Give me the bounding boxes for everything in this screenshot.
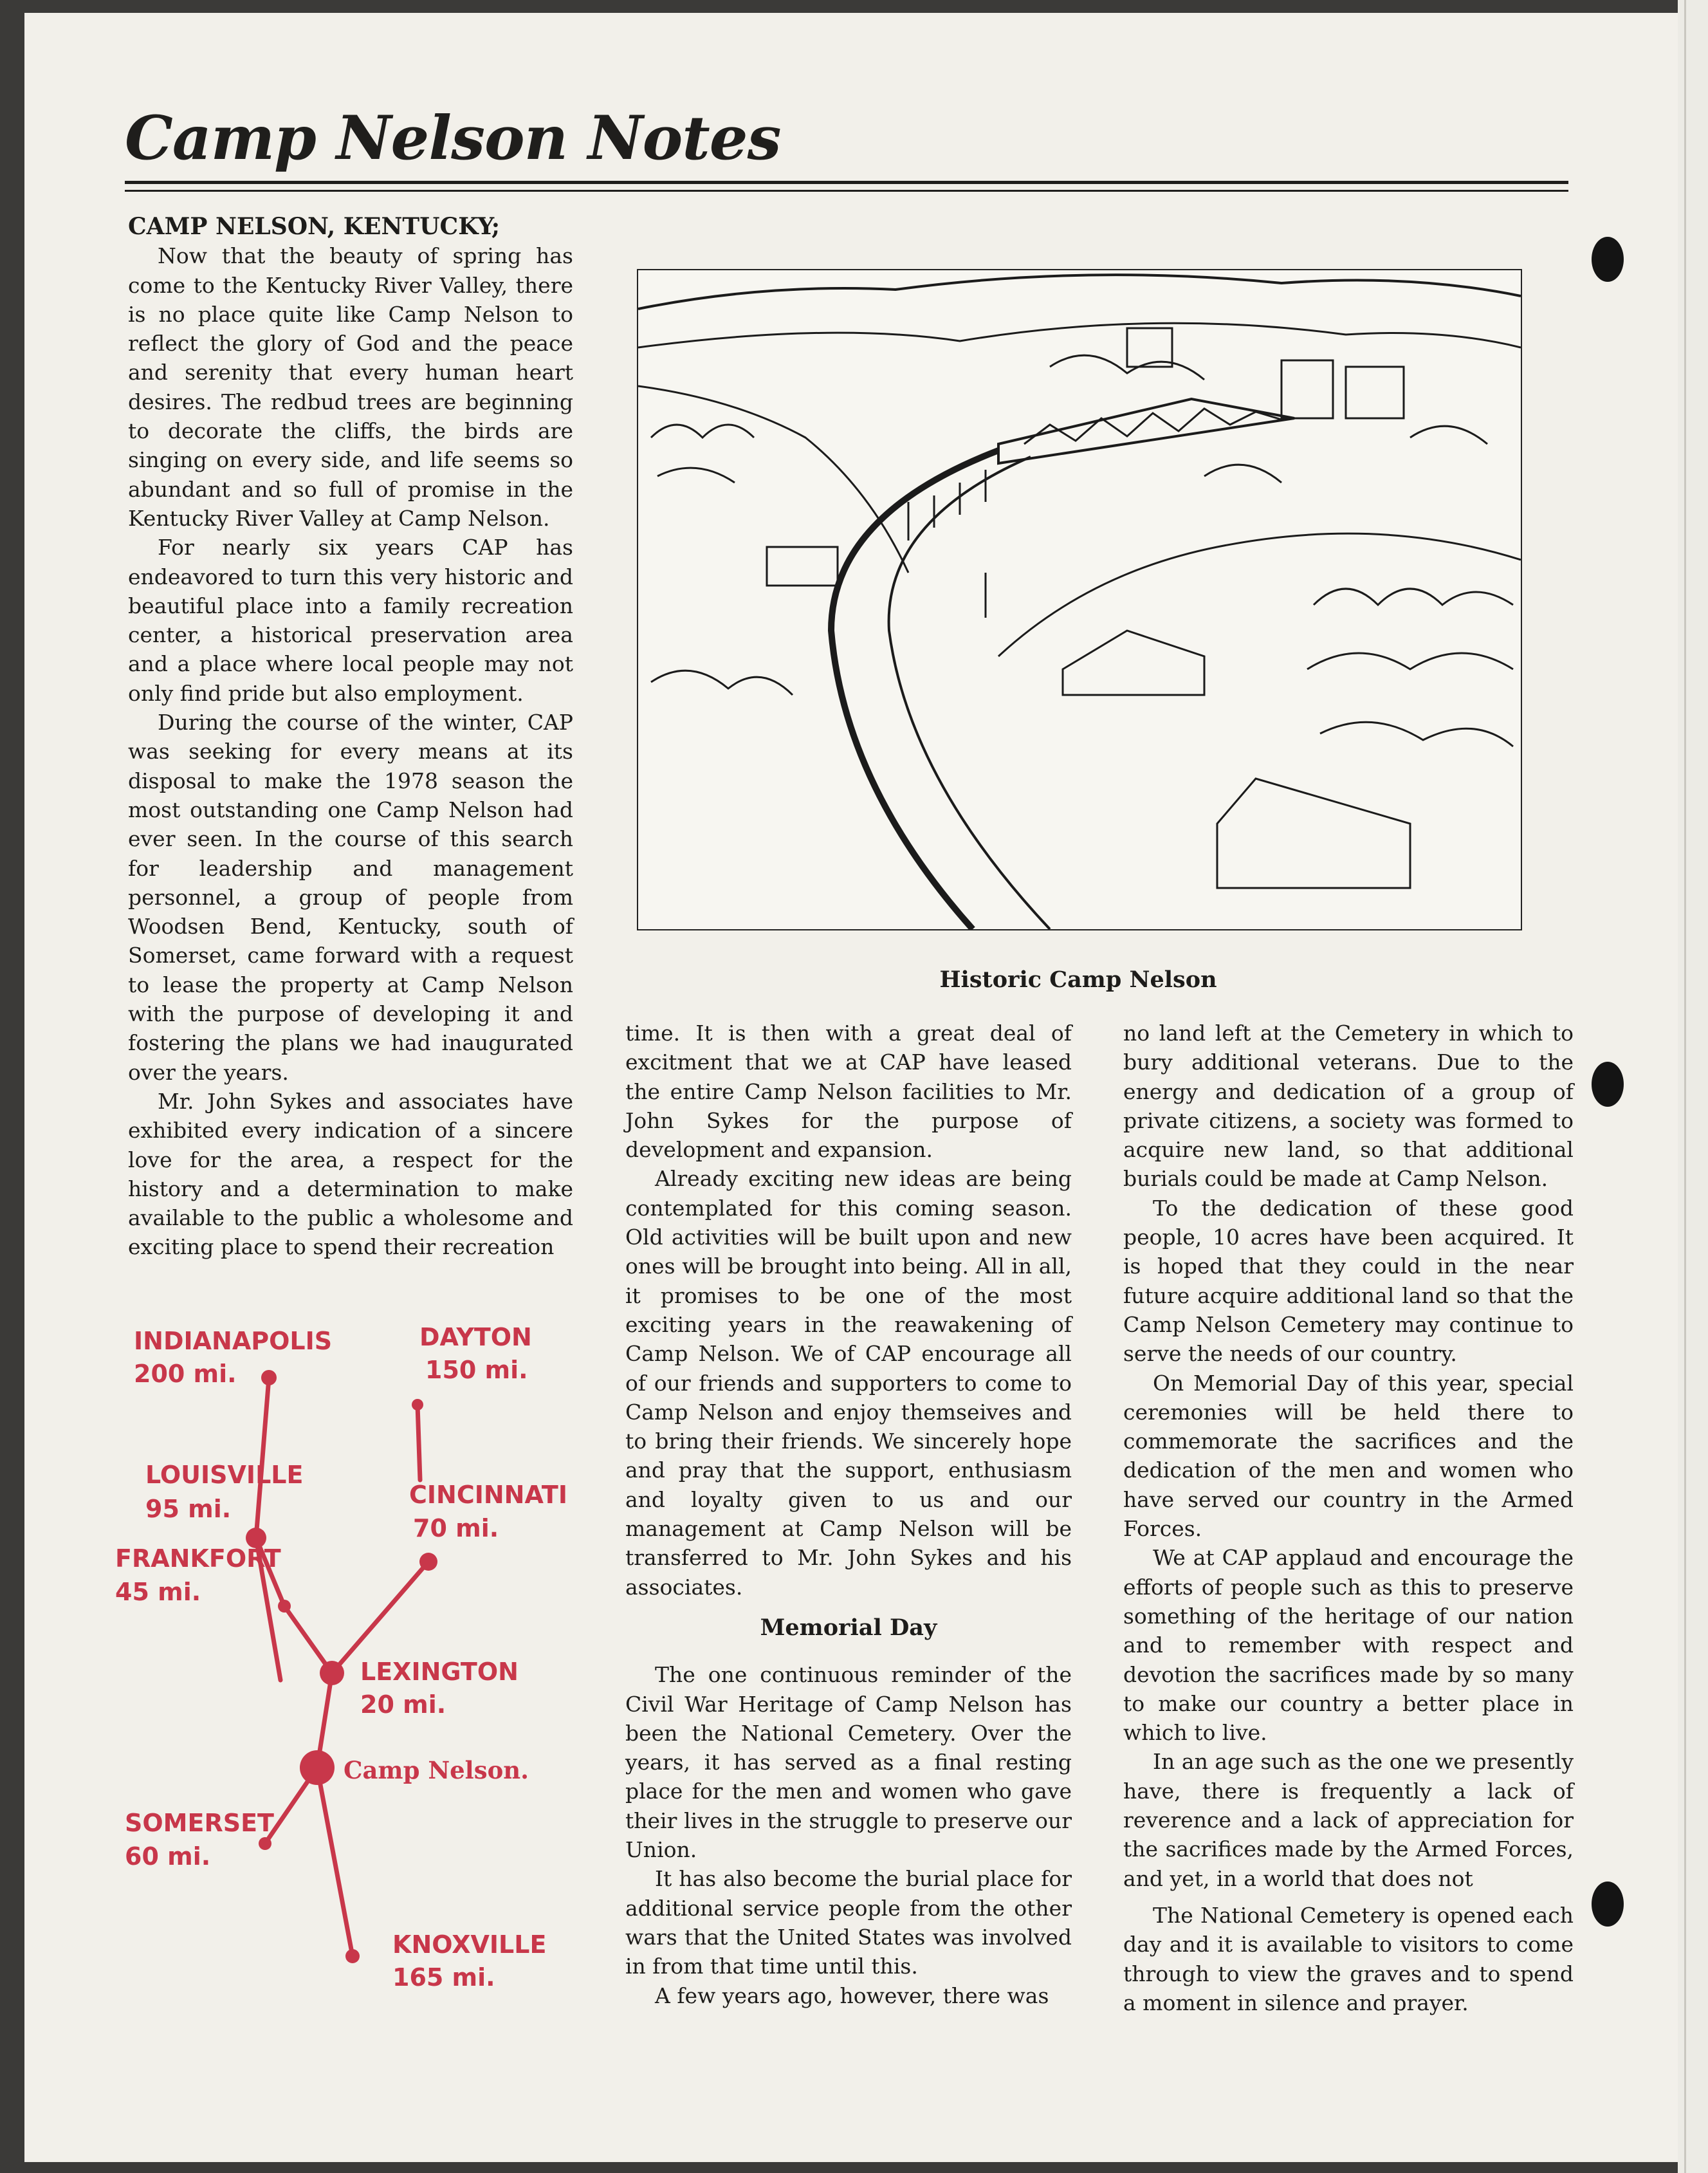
map-label-dayton-dist: 150 mi. bbox=[425, 1356, 528, 1384]
map-label-camp-nelson: Camp Nelson. bbox=[344, 1756, 529, 1784]
map-dist-knoxville: 165 mi. bbox=[392, 1963, 495, 1992]
map-label-louisville: LOUISVILLE bbox=[145, 1461, 304, 1489]
map-label-indianapolis: INDIANAPOLIS bbox=[134, 1327, 333, 1355]
historic-camp-nelson-illustration bbox=[637, 269, 1522, 930]
map-dist-somerset: 60 mi. bbox=[125, 1842, 211, 1871]
map-label-knoxville: KNOXVILLE bbox=[392, 1930, 547, 1959]
paragraph: In an age such as the one we presently have, there is frequently a lack of reverence and a lack of appreciation for the sacrifices made by the Armed Forces, and yet, in a world that does not bbox=[1123, 1749, 1574, 1891]
masthead-title: Camp Nelson Notes bbox=[125, 103, 781, 174]
paragraph: For nearly six years CAP has endeavored to turn this very historic and beautiful place into a family recreation center, a historical preservation area and a place where local people may not only find pride but also employment. bbox=[128, 535, 573, 706]
distance-map-drawing bbox=[103, 1313, 592, 2033]
map-dist-lexington: 20 mi. bbox=[360, 1690, 446, 1719]
article-column-3 bbox=[1123, 1019, 1574, 2017]
distance-map bbox=[103, 1313, 592, 2033]
masthead-rule bbox=[125, 181, 1568, 184]
dot-camp-nelson bbox=[300, 1750, 335, 1785]
dot-knoxville bbox=[345, 1949, 360, 1963]
article-column-2 bbox=[625, 1019, 1072, 2010]
binder-hole-middle bbox=[1592, 1062, 1624, 1107]
route-frankfort bbox=[284, 1606, 332, 1673]
paragraph: The National Cemetery is opened each day and it is available to visitors to come through to view the graves and to spend a moment in silence and prayer. bbox=[1123, 1902, 1574, 2015]
paragraph: A few years ago, however, there was bbox=[655, 1983, 1049, 2008]
dot-cincinnati bbox=[419, 1553, 437, 1571]
page-gutter-line bbox=[1684, 0, 1686, 2173]
masthead-rule-thin bbox=[125, 190, 1568, 192]
paragraph: Mr. John Sykes and associates have exhibited every indication of a sincere love for the area, a respect for the history and a determination to make available to the public a wholesome and exciting place to spend their recreation bbox=[128, 1088, 573, 1260]
map-label-frankfort: FRANKFORT bbox=[115, 1544, 281, 1573]
paragraph: On Memorial Day of this year, special ceremonies will be held there to commemorate the sacrifices and the dedication of the men and women who have served our country in the Armed Forces. bbox=[1123, 1370, 1574, 1542]
paragraph: Now that the beauty of spring has come to the Kentucky River Valley, there is no place quite like Camp Nelson to reflect the glory of God and the peace and serenity that every human heart desires. The redbud trees are beginning to decorate the cliffs, the birds are singing on every side, and life seems so abundant and so full of promise in the Kentucky River Valley at Camp Nelson. bbox=[128, 243, 573, 531]
dot-somerset bbox=[259, 1837, 271, 1850]
memorial-day-heading: Memorial Day bbox=[760, 1614, 937, 1641]
map-label-somerset: SOMERSET bbox=[125, 1809, 274, 1837]
route-dayton bbox=[418, 1405, 420, 1480]
dot-dayton bbox=[412, 1399, 423, 1410]
paragraph: Already exciting new ideas are being contemplated for this coming season. Old activities will be built upon and new ones will be brought into being. All in all, it promises to be one of the most exciting years in the reawakening of Camp Nelson. We of CAP encourage all of our friends and supporters to come to Camp Nelson and enjoy themseives and to bring their friends. We sincerely hope and pray that the support, enthusiasm and loyalty given to us and our management at Camp Nelson will be transferred to Mr. John Sykes and his associates. bbox=[625, 1166, 1072, 1600]
map-label-cincinnati: CINCINNATI bbox=[409, 1481, 567, 1509]
map-dist-indianapolis: 200 mi. bbox=[134, 1360, 237, 1388]
article-headline: CAMP NELSON, KENTUCKY; bbox=[128, 213, 500, 240]
route-cincinnati bbox=[332, 1562, 428, 1673]
map-dist-frankfort: 45 mi. bbox=[115, 1578, 201, 1606]
photo-caption: Historic Camp Nelson bbox=[939, 966, 1217, 993]
paragraph: no land left at the Cemetery in which to bury additional veterans. Due to the energy and dedication of a group of private citizens, a society was formed to acquire new land, so that additional burials could be made at Camp Nelson. bbox=[1123, 1021, 1574, 1192]
dot-indianapolis bbox=[261, 1370, 277, 1385]
map-label-dayton: DAYTON bbox=[419, 1323, 532, 1351]
paragraph: It has also become the burial place for additional service people from the other wars that the United States was involved in from that time until this. bbox=[625, 1866, 1072, 1979]
map-label-lexington: LEXINGTON bbox=[360, 1658, 519, 1686]
map-dist-cincinnati: 70 mi. bbox=[413, 1514, 499, 1542]
route-knoxville bbox=[317, 1768, 353, 1956]
adjacent-page-edge bbox=[1678, 0, 1708, 2173]
binder-hole-bottom bbox=[1592, 1882, 1624, 1927]
paragraph: time. It is then with a great deal of excitment that we at CAP have leased the entire Camp Nelson facilities to Mr. John Sykes for the purpose of development and expansion. bbox=[625, 1021, 1072, 1163]
map-dist-louisville: 95 mi. bbox=[145, 1495, 232, 1523]
paragraph: The one continuous reminder of the Civil War Heritage of Camp Nelson has been the National Cemetery. Over the years, it has served as a final resting place for the men and women who gave their lives in the struggle to preserve our Union. bbox=[625, 1662, 1072, 1863]
paragraph: During the course of the winter, CAP was seeking for every means at its disposal to make the 1978 season the most outstanding one Camp Nelson had ever seen. In the course of this search for leadership and management personnel, a group of people from Woodsen Bend, Kentucky, south of Somerset, came forward with a request to lease the property at Camp Nelson with the purpose of developing it and fostering the plans we had inaugurated over the years. bbox=[128, 710, 573, 1085]
paragraph: To the dedication of these good people, 10 acres have been acquired. It is hoped that they could in the near future acquire additional land so that the Camp Nelson Cemetery may continue to serve the needs of our country. bbox=[1123, 1195, 1574, 1367]
dot-frankfort bbox=[278, 1600, 291, 1613]
article-column-1 bbox=[128, 212, 573, 1262]
dot-lexington bbox=[320, 1661, 344, 1685]
paragraph: We at CAP applaud and encourage the efforts of people such as this to preserve something of the heritage of our nation and to remember with respect and devotion the sacrifices made by so many to make our country a better place in which to live. bbox=[1123, 1545, 1574, 1746]
binder-hole-top bbox=[1592, 237, 1624, 282]
